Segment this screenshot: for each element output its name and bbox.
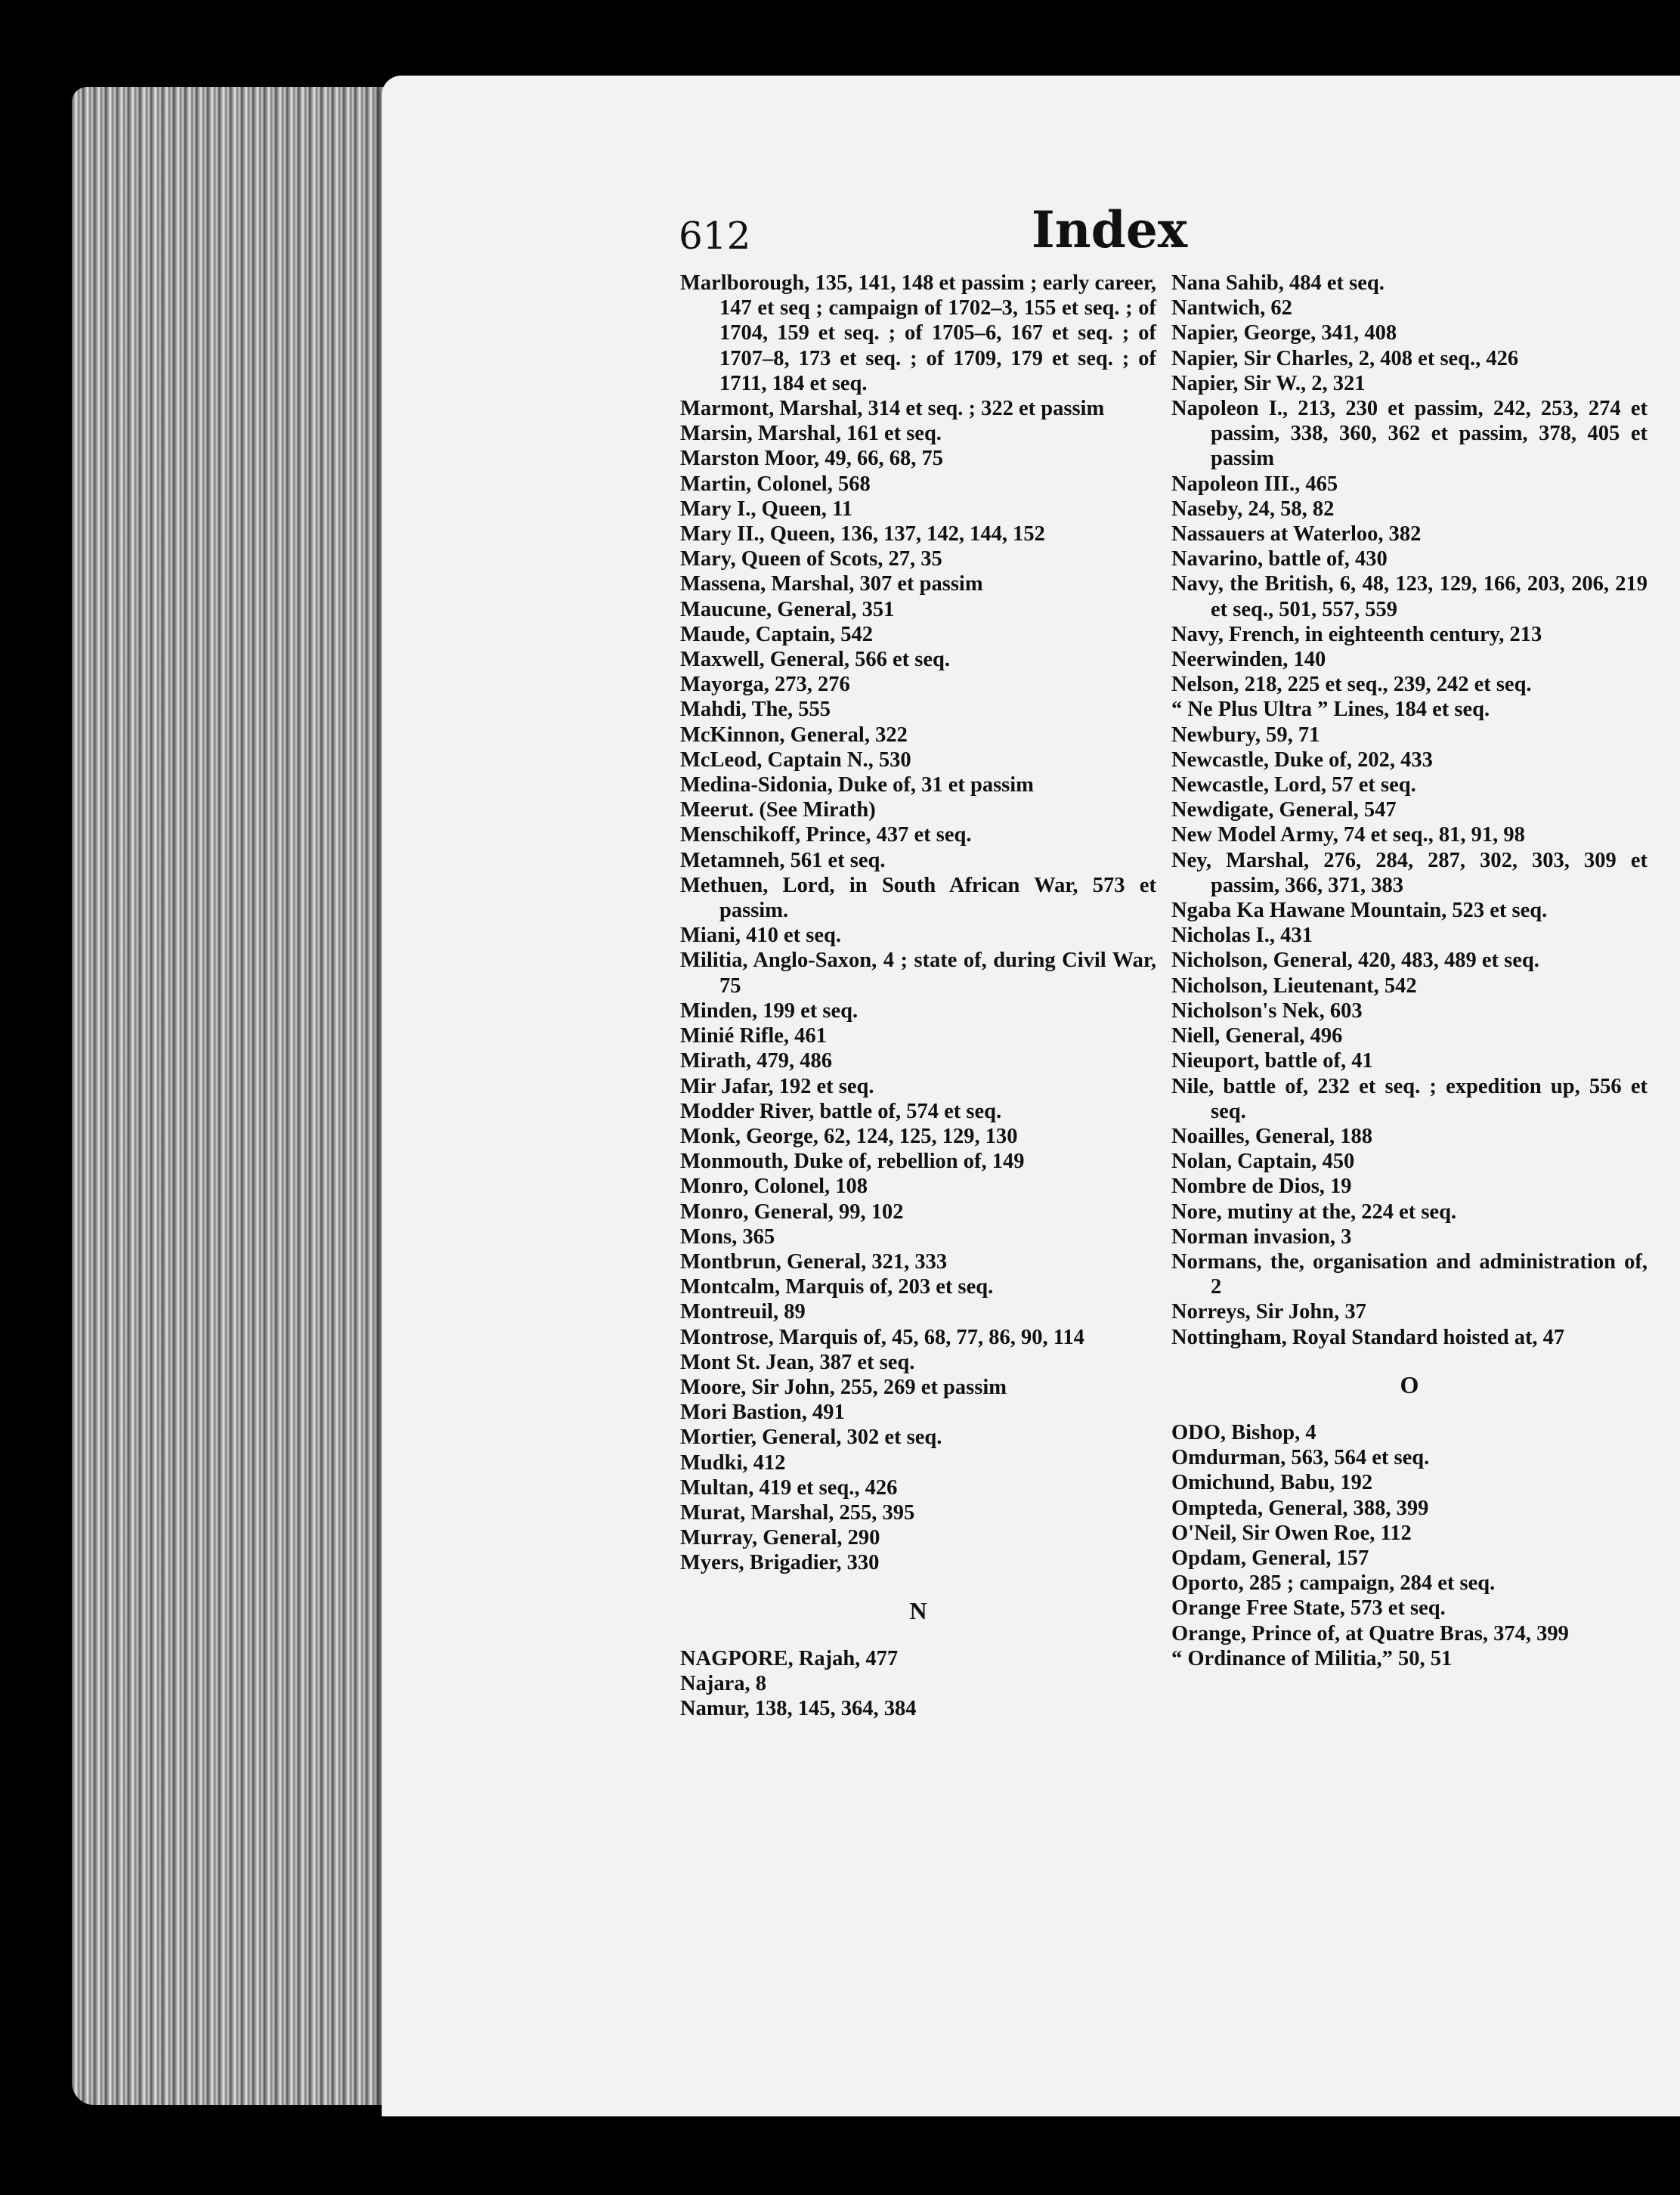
index-entry: Napoleon I., 213, 230 et passim, 242, 253, 274 et passim, 338, 360, 362 et passim, 378, 405 et passim: [1171, 397, 1648, 471]
index-entry: Montrose, Marquis of, 45, 68, 77, 86, 90, 114: [680, 1325, 1084, 1349]
index-entry: Nana Sahib, 484 et seq.: [1171, 271, 1385, 295]
index-entry: Nombre de Dios, 19: [1171, 1175, 1352, 1199]
index-entry: Ngaba Ka Hawane Mountain, 523 et seq.: [1171, 899, 1548, 923]
index-entry: Nolan, Captain, 450: [1171, 1150, 1355, 1174]
index-entry: Newbury, 59, 71: [1171, 723, 1320, 747]
index-entry: Newdigate, General, 547: [1171, 798, 1397, 822]
index-entry: Omichund, Babu, 192: [1171, 1471, 1373, 1495]
index-entry: Marsin, Marshal, 161 et seq.: [680, 422, 942, 446]
index-entry: Massena, Marshal, 307 et passim: [680, 572, 983, 596]
index-entry: Mary II., Queen, 136, 137, 142, 144, 152: [680, 522, 1045, 546]
index-entry: Murat, Marshal, 255, 395: [680, 1500, 915, 1525]
index-entry: Mayorga, 273, 276: [680, 673, 850, 697]
index-entry: Mary, Queen of Scots, 27, 35: [680, 547, 942, 571]
index-entry: Montbrun, General, 321, 333: [680, 1249, 948, 1274]
index-entry: Nicholson, Lieutenant, 542: [1171, 974, 1417, 998]
section-heading-o: O: [1400, 1370, 1419, 1398]
index-entry: Marlborough, 135, 141, 148 et passim ; early career, 147 et seq ; campaign of 1702–3, 155 et seq. ; of 1704, 159 et seq. ; of 1705–6, 167 et seq. ; of 1707–8, 173 et seq. ; of 1709, 179 et seq. ; of 1711, 184 et seq.: [680, 271, 1156, 395]
index-entry: Napier, Sir Charles, 2, 408 et seq., 426: [1171, 346, 1519, 370]
index-entry: Najara, 8: [680, 1671, 766, 1695]
index-entry: Napier, Sir W., 2, 321: [1171, 371, 1366, 395]
index-entry: Napoleon III., 465: [1171, 472, 1338, 496]
index-entry: Modder River, battle of, 574 et seq.: [680, 1099, 1002, 1123]
index-entry: Miani, 410 et seq.: [680, 924, 841, 948]
index-entry: Oporto, 285 ; campaign, 284 et seq.: [1171, 1571, 1496, 1596]
index-entry: Navy, French, in eighteenth century, 213: [1171, 622, 1542, 646]
index-entry: Metamneh, 561 et seq.: [680, 848, 886, 872]
section-heading-n: N: [909, 1596, 927, 1624]
index-entry: Marston Moor, 49, 66, 68, 75: [680, 447, 944, 471]
index-entry: Nottingham, Royal Standard hoisted at, 47: [1171, 1325, 1565, 1349]
index-entry: Mir Jafar, 192 et seq.: [680, 1074, 874, 1098]
index-entry: Niell, General, 496: [1171, 1024, 1343, 1048]
index-entry: Norman invasion, 3: [1171, 1224, 1352, 1249]
index-entry: ODO, Bishop, 4: [1171, 1420, 1316, 1444]
book-page-edges: [72, 87, 404, 2105]
index-entry: Nicholson's Nek, 603: [1171, 998, 1363, 1023]
index-entry: Mirath, 479, 486: [680, 1049, 833, 1073]
index-entry: Nicholson, General, 420, 483, 489 et seq.: [1171, 949, 1539, 973]
index-entry: Maxwell, General, 566 et seq.: [680, 648, 950, 672]
index-entry: Moore, Sir John, 255, 269 et passim: [680, 1375, 1007, 1399]
index-entry: Monmouth, Duke of, rebellion of, 149: [680, 1150, 1025, 1174]
page-header: [679, 200, 1601, 261]
index-entry: Mons, 365: [680, 1224, 775, 1249]
index-entry: Mary I., Queen, 11: [680, 497, 852, 521]
index-entry: Montcalm, Marquis of, 203 et seq.: [680, 1275, 994, 1299]
index-entry: Monro, Colonel, 108: [680, 1175, 868, 1199]
index-entry: Navarino, battle of, 430: [1171, 547, 1388, 571]
index-entry: Normans, the, organisation and administration of, 2: [1171, 1249, 1648, 1299]
index-entry: Martin, Colonel, 568: [680, 472, 871, 496]
index-entry: Meerut. (See Mirath): [680, 798, 876, 822]
index-entry: Newcastle, Lord, 57 et seq.: [1171, 773, 1416, 797]
index-entry: Monro, General, 99, 102: [680, 1200, 904, 1224]
index-entry: Marmont, Marshal, 314 et seq. ; 322 et passim: [680, 397, 1105, 421]
index-entry: Noailles, General, 188: [1171, 1124, 1372, 1148]
index-entry: Namur, 138, 145, 364, 384: [680, 1697, 917, 1721]
index-entry: Opdam, General, 157: [1171, 1546, 1369, 1570]
index-entry: Navy, the British, 6, 48, 123, 129, 166, 203, 206, 219 et seq., 501, 557, 559: [1171, 572, 1648, 621]
index-entry: Mahdi, The, 555: [680, 698, 831, 722]
index-entry: Medina-Sidonia, Duke of, 31 et passim: [680, 773, 1034, 797]
index-entry: Menschikoff, Prince, 437 et seq.: [680, 823, 972, 847]
index-entry: Montreuil, 89: [680, 1300, 806, 1324]
index-entry: Nicholas I., 431: [1171, 924, 1313, 948]
index-entry: Orange, Prince of, at Quatre Bras, 374, 399: [1171, 1621, 1569, 1645]
index-entry: Nieuport, battle of, 41: [1171, 1049, 1373, 1073]
index-entry: Ney, Marshal, 276, 284, 287, 302, 303, 309 et passim, 366, 371, 383: [1171, 848, 1648, 897]
index-entry: New Model Army, 74 et seq., 81, 91, 98: [1171, 823, 1525, 847]
index-column-right: [1171, 271, 1648, 1671]
index-entry: Neerwinden, 140: [1171, 648, 1326, 672]
page-number: 612: [679, 214, 751, 258]
index-entry: McKinnon, General, 322: [680, 723, 908, 747]
index-entry: NAGPORE, Rajah, 477: [680, 1646, 899, 1670]
index-column-left: [680, 271, 1156, 1721]
book-page: [382, 76, 1680, 2116]
index-entry: “ Ordinance of Militia,” 50, 51: [1171, 1646, 1453, 1670]
index-entry: Maucune, General, 351: [680, 597, 895, 621]
index-entry: Omdurman, 563, 564 et seq.: [1171, 1446, 1430, 1470]
index-entry: Multan, 419 et seq., 426: [680, 1475, 898, 1500]
index-entry: Monk, George, 62, 124, 125, 129, 130: [680, 1124, 1018, 1148]
index-list-n-continued: [1171, 271, 1648, 1350]
index-entry: Militia, Anglo-Saxon, 4 ; state of, during Civil War, 75: [680, 949, 1156, 998]
index-list-n: [680, 1646, 1156, 1722]
index-entry: Nore, mutiny at the, 224 et seq.: [1171, 1200, 1457, 1224]
index-list-o: [1171, 1420, 1648, 1671]
index-entry: Mortier, General, 302 et seq.: [680, 1426, 942, 1450]
index-entry: Nassauers at Waterloo, 382: [1171, 522, 1422, 546]
index-entry: Murray, General, 290: [680, 1526, 880, 1550]
index-entry: Minié Rifle, 461: [680, 1024, 827, 1048]
index-entry: Maude, Captain, 542: [680, 622, 873, 646]
index-entry: Norreys, Sir John, 37: [1171, 1300, 1366, 1324]
index-entry: Methuen, Lord, in South African War, 573 et passim.: [680, 873, 1156, 923]
index-entry: Nelson, 218, 225 et seq., 239, 242 et seq.: [1171, 673, 1532, 697]
index-entry: Ompteda, General, 388, 399: [1171, 1496, 1429, 1520]
index-entry: Mori Bastion, 491: [680, 1401, 845, 1425]
index-entry: Napier, George, 341, 408: [1171, 321, 1397, 345]
page-title: Index: [1031, 200, 1188, 259]
index-entry: O'Neil, Sir Owen Roe, 112: [1171, 1521, 1412, 1545]
index-entry: Mudki, 412: [680, 1450, 786, 1475]
index-entry: Naseby, 24, 58, 82: [1171, 497, 1335, 521]
index-entry: Orange Free State, 573 et seq.: [1171, 1596, 1446, 1621]
index-list-m: [680, 271, 1156, 1576]
index-entry: Nile, battle of, 232 et seq. ; expedition up, 556 et seq.: [1171, 1074, 1648, 1123]
index-entry: “ Ne Plus Ultra ” Lines, 184 et seq.: [1171, 698, 1490, 722]
index-entry: Myers, Brigadier, 330: [680, 1551, 880, 1575]
index-entry: Mont St. Jean, 387 et seq.: [680, 1350, 915, 1374]
index-entry: McLeod, Captain N., 530: [680, 748, 911, 772]
index-entry: Newcastle, Duke of, 202, 433: [1171, 748, 1433, 772]
index-entry: Nantwich, 62: [1171, 296, 1292, 320]
index-entry: Minden, 199 et seq.: [680, 998, 859, 1023]
